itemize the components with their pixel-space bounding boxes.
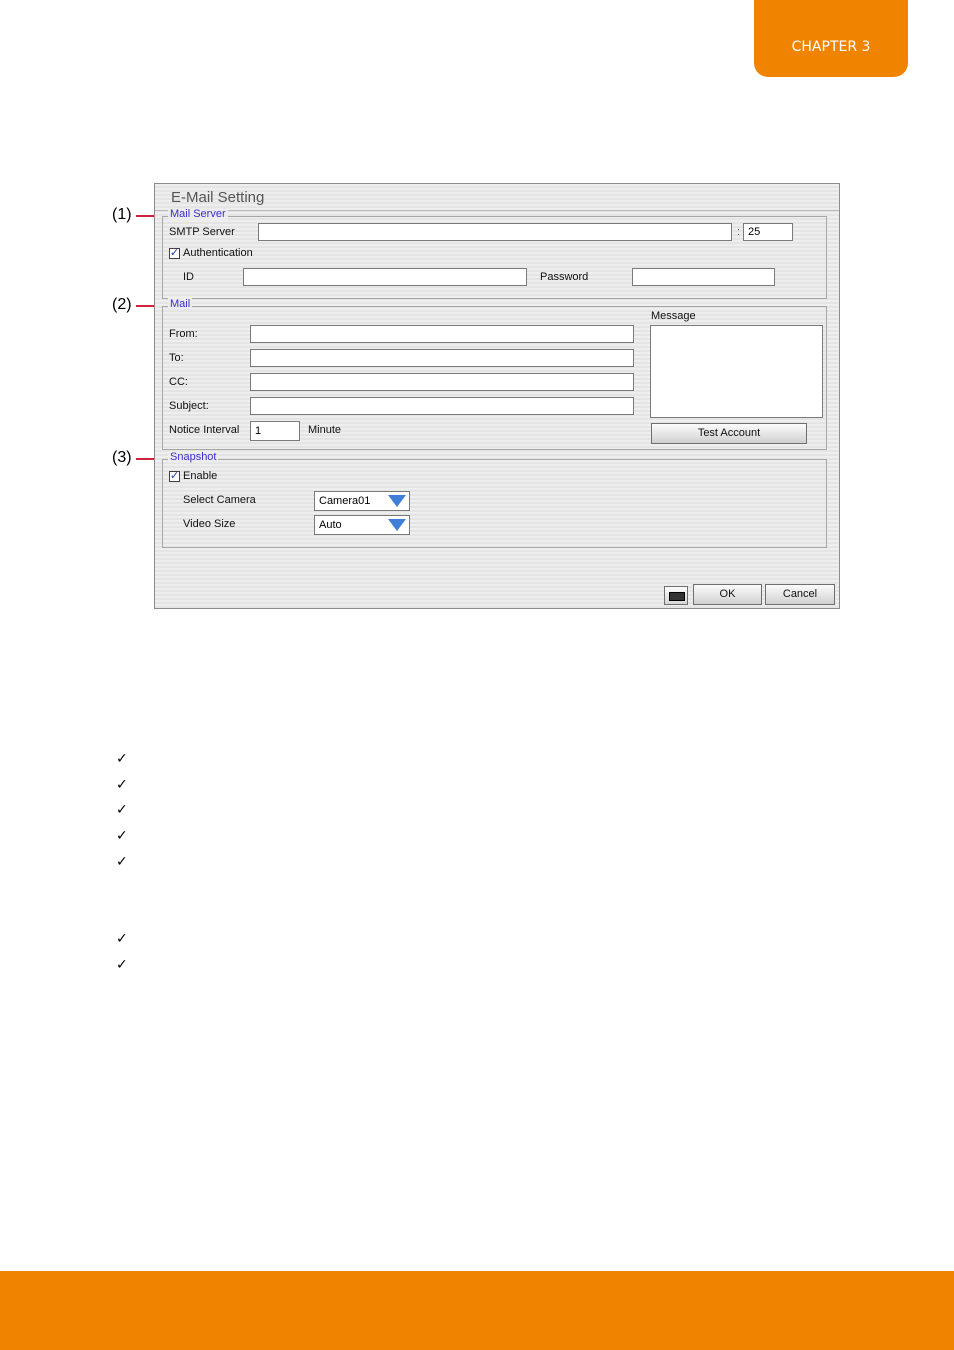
chapter-tab <box>754 0 908 77</box>
mail-server-legend: Mail Server <box>170 208 226 220</box>
checkmark-icon: ✓ <box>116 751 128 767</box>
check-icon: ✓ <box>170 247 180 259</box>
dialog-title: E-Mail Setting <box>171 189 265 206</box>
callout-3: (3) <box>112 449 132 466</box>
smtp-server-label: SMTP Server <box>169 226 235 238</box>
virtual-keyboard-button[interactable] <box>664 586 688 605</box>
cancel-button[interactable]: Cancel <box>765 584 835 605</box>
checkmark-icon: ✓ <box>116 931 128 947</box>
mail-legend: Mail <box>170 298 191 310</box>
video-size-label: Video Size <box>183 518 236 530</box>
from-label: From: <box>169 328 198 340</box>
notice-interval-label: Notice Interval <box>169 424 240 436</box>
smtp-port-input[interactable] <box>743 223 793 241</box>
email-setting-dialog <box>154 183 840 609</box>
mail-server-group <box>162 208 827 299</box>
dropdown-arrow-icon[interactable] <box>388 495 406 507</box>
select-camera-label: Select Camera <box>183 494 256 506</box>
checkmark-icon: ✓ <box>116 828 128 844</box>
dropdown-arrow-icon[interactable] <box>388 519 406 531</box>
to-label: To: <box>169 352 184 364</box>
checkmark-icon: ✓ <box>116 802 128 818</box>
chapter-label: CHAPTER 3 <box>791 38 871 55</box>
select-camera-dropdown[interactable] <box>314 491 410 511</box>
password-label: Password <box>540 271 589 283</box>
message-label: Message <box>651 310 696 322</box>
checkmark-icon: ✓ <box>116 957 128 973</box>
id-label: ID <box>183 271 194 283</box>
select-camera-value: Camera01 <box>319 495 371 507</box>
callout-1: (1) <box>112 206 132 223</box>
message-textarea[interactable] <box>650 325 823 418</box>
callout-2: (2) <box>112 296 132 313</box>
subject-label: Subject: <box>169 400 209 412</box>
keyboard-icon <box>669 592 685 601</box>
snapshot-enable-label: Enable <box>183 470 218 482</box>
authentication-checkbox[interactable] <box>169 248 180 259</box>
footer-band <box>0 1271 954 1350</box>
cc-input[interactable] <box>250 373 634 391</box>
checkmark-icon: ✓ <box>116 777 128 793</box>
snapshot-group <box>162 451 827 548</box>
check-icon: ✓ <box>170 470 180 482</box>
video-size-value: Auto <box>319 519 342 531</box>
test-account-button[interactable]: Test Account <box>651 423 807 444</box>
title-divider <box>155 210 839 211</box>
id-input[interactable] <box>243 268 527 286</box>
ok-button[interactable]: OK <box>693 584 762 605</box>
cc-label: CC: <box>169 376 188 388</box>
authentication-label: Authentication <box>183 247 253 259</box>
checkmark-icon: ✓ <box>116 854 128 870</box>
smtp-server-input[interactable] <box>258 223 732 241</box>
port-separator: : <box>737 226 741 238</box>
from-input[interactable] <box>250 325 634 343</box>
video-size-dropdown[interactable] <box>314 515 410 535</box>
notice-interval-unit: Minute <box>308 424 342 436</box>
password-input[interactable] <box>632 268 775 286</box>
snapshot-legend: Snapshot <box>170 451 217 463</box>
notice-interval-input[interactable] <box>250 421 300 441</box>
subject-input[interactable] <box>250 397 634 415</box>
snapshot-enable-checkbox[interactable] <box>169 471 180 482</box>
mail-group <box>162 298 827 450</box>
to-input[interactable] <box>250 349 634 367</box>
